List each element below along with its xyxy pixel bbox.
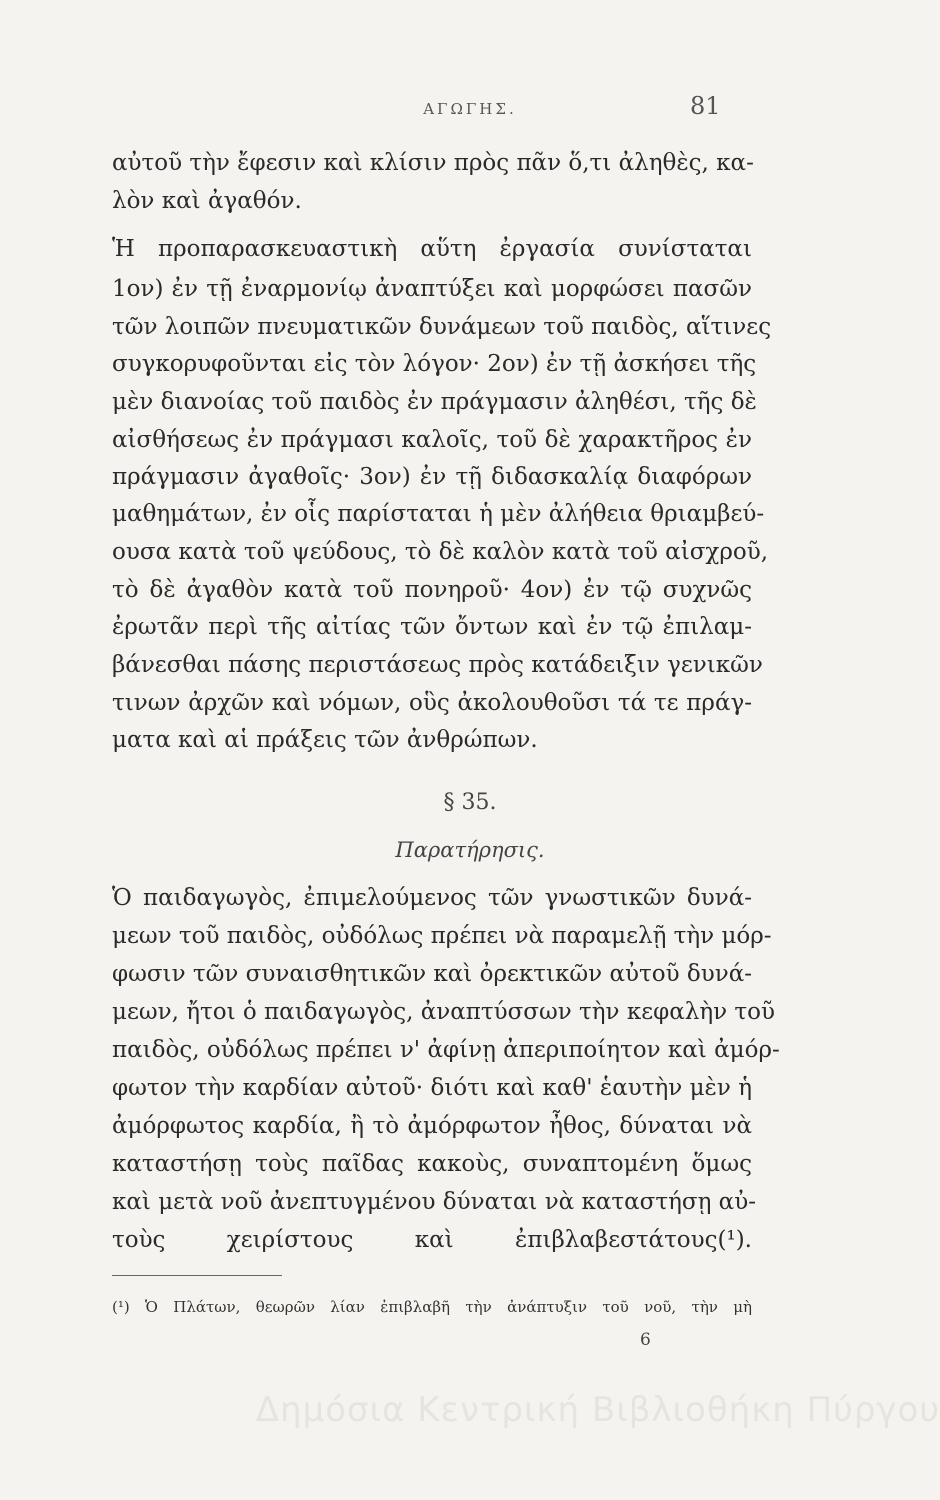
text-line: μαθημάτων, ἐν οἷς παρίσταται ἡ μὲν ἀλήθεια θριαμβεύ- (112, 501, 765, 527)
text-line: καταστήσῃ τοὺς παῖδας κακοὺς, συναπτομένη ὅμως (112, 1151, 752, 1177)
running-head: ΑΓΩΓΗΣ. (423, 100, 517, 118)
library-watermark: Δημόσια Κεντρική Βιβλιοθήκη Πύργου (255, 1390, 940, 1430)
text-line: φωτον τὴν καρδίαν αὐτοῦ· διότι καὶ καθ' ἑαυτὴν μὲν ἡ (112, 1075, 752, 1101)
text-line: ματα καὶ αἱ πράξεις τῶν ἀνθρώπων. (112, 727, 538, 753)
text-line: αἰσθήσεως ἐν πράγμασι καλοῖς, τοῦ δὲ χαρακτῆρος ἐν (112, 427, 752, 453)
text-line: μὲν διανοίας τοῦ παιδὸς ἐν πράγμασιν ἀληθέσι, τῆς δὲ (112, 389, 757, 415)
text-line: παιδὸς, οὐδόλως πρέπει ν' ἀφίνῃ ἀπεριποίητον καὶ ἀμόρ- (112, 1037, 780, 1063)
text-line: μεων τοῦ παιδὸς, οὐδόλως πρέπει νὰ παραμελῇ τὴν μόρ- (112, 923, 772, 949)
signature-mark: 6 (640, 1330, 651, 1350)
text-line: ἐρωτᾶν περὶ τῆς αἰτίας τῶν ὄντων καὶ ἐν τῷ ἐπιλαμ- (112, 614, 752, 640)
footnote: (¹) Ὁ Πλάτων, θεωρῶν λίαν ἐπιβλαβῆ τὴν ἀνάπτυξιν τοῦ νοῦ, τὴν μὴ (112, 1298, 752, 1316)
text-line: μεων, ἤτοι ὁ παιδαγωγὸς, ἀναπτύσσων τὴν κεφαλὴν τοῦ (112, 999, 775, 1025)
text-line: ἀμόρφωτος καρδία, ἢ τὸ ἀμόρφωτον ἦθος, δύναται νὰ (112, 1113, 752, 1139)
footnote-divider (112, 1275, 282, 1276)
text-line: 1ον) ἐν τῇ ἐναρμονίῳ ἀναπτύξει καὶ μορφώσει πασῶν (112, 276, 752, 302)
text-line: καὶ μετὰ νοῦ ἀνεπτυγμένου δύναται νὰ καταστήσῃ αὐ- (112, 1189, 756, 1215)
text-line: φωσιν τῶν συναισθητικῶν καὶ ὀρεκτικῶν αὐτοῦ δυνά- (112, 961, 752, 987)
text-line: τινων ἀρχῶν καὶ νόμων, οὓς ἀκολουθοῦσι τά τε πράγ- (112, 690, 752, 716)
text-line: τοὺς χειρίστους καὶ ἐπιβλαβεστάτους(¹). (112, 1227, 752, 1253)
text-line: λὸν καὶ ἀγαθόν. (112, 188, 302, 214)
text-line: ουσα κατὰ τοῦ ψεύδους, τὸ δὲ καλὸν κατὰ τοῦ αἰσχροῦ, (112, 539, 769, 565)
page-number: 81 (690, 92, 721, 120)
text-line: συγκορυφοῦνται εἰς τὸν λόγον· 2ον) ἐν τῇ ἀσκήσει τῆς (112, 351, 757, 377)
text-line: Ὁ παιδαγωγὸς, ἐπιμελούμενος τῶν γνωστικῶν δυνά- (112, 885, 752, 911)
text-line: αὐτοῦ τὴν ἔφεσιν καὶ κλίσιν πρὸς πᾶν ὅ,τι ἀληθὲς, κα- (112, 150, 754, 176)
text-line: Ἡ προπαρασκευαστικὴ αὕτη ἐργασία συνίσταται (112, 236, 752, 262)
text-line: πράγμασιν ἀγαθοῖς· 3ον) ἐν τῇ διδασκαλίᾳ διαφόρων (112, 464, 752, 490)
text-line: τῶν λοιπῶν πνευματικῶν δυνάμεων τοῦ παιδὸς, αἵτινες (112, 314, 772, 340)
section-subheading: Παρατήρησις. (395, 838, 545, 862)
text-line: βάνεσθαι πάσης περιστάσεως πρὸς κατάδειξιν γενικῶν (112, 652, 763, 678)
text-line: τὸ δὲ ἀγαθὸν κατὰ τοῦ πονηροῦ· 4ον) ἐν τῷ συχνῶς (112, 577, 752, 603)
section-number: § 35. (443, 790, 497, 815)
